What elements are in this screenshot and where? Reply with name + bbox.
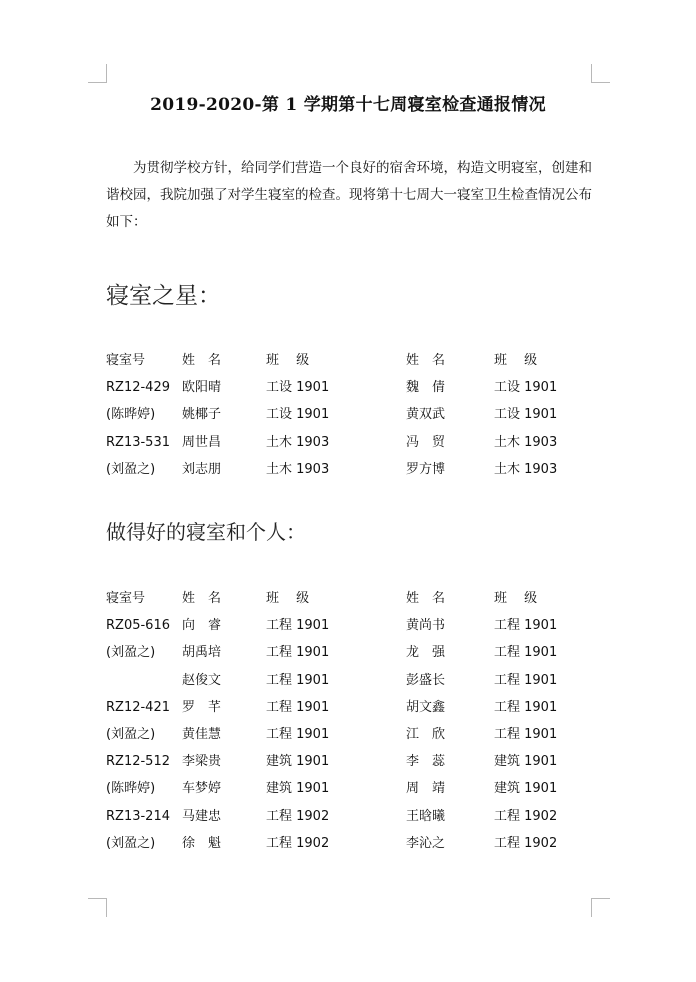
- class-cell: 工程 1901: [266, 672, 330, 688]
- class-cell: 土木 1903: [494, 461, 558, 477]
- name-cell: 向 睿: [182, 618, 222, 634]
- class-cell: 工设 1901: [494, 380, 558, 396]
- crop-mark-bottom-right: [591, 898, 610, 917]
- room-cell: (刘盈之): [106, 645, 156, 661]
- intro-paragraph: 为贯彻学校方针，给同学们营造一个良好的宿舍环境，构造文明寝室，创建和谐校园，我院加强了对学生寝室的检查。现将第十七周大一寝室卫生检查情况公布如下：: [106, 160, 592, 230]
- class-cell: 工程 1901: [266, 699, 330, 715]
- name-cell: 欧阳晴: [182, 380, 222, 396]
- name-cell: 李梁贵: [182, 754, 222, 770]
- name-cell: 龙 强: [406, 645, 446, 661]
- good-dorms-heading: 做得好的寝室和个人：: [106, 520, 306, 544]
- header-room: 寝室号: [106, 591, 146, 606]
- name-cell: 周世昌: [182, 434, 222, 450]
- class-cell: 工程 1901: [494, 618, 558, 634]
- name-cell: 徐 魁: [182, 835, 222, 851]
- header-class-2: 班 级: [494, 591, 538, 606]
- room-cell: RZ12-512: [106, 754, 170, 770]
- crop-mark-bottom-left: [88, 898, 107, 917]
- name-cell: 胡文鑫: [406, 699, 446, 715]
- header-name-2: 姓 名: [406, 591, 446, 606]
- class-cell: 工程 1902: [266, 835, 330, 851]
- class-cell: 建筑 1901: [494, 781, 558, 797]
- class-cell: 建筑 1901: [266, 754, 330, 770]
- room-cell: RZ05-616: [106, 618, 170, 634]
- name-cell: 胡禹培: [182, 645, 222, 661]
- crop-mark-top-right: [591, 64, 610, 83]
- document-title: 2019-2020-第 1 学期第十七周寝室检查通报情况: [150, 95, 546, 115]
- name-cell: 马建忠: [182, 808, 222, 824]
- room-cell: (陈晔婷): [106, 407, 156, 423]
- class-cell: 建筑 1901: [266, 781, 330, 797]
- name-cell: 彭盛长: [406, 672, 446, 688]
- name-cell: 姚椰子: [182, 407, 222, 423]
- name-cell: 魏 倩: [406, 380, 446, 396]
- name-cell: 黄尚书: [406, 618, 446, 634]
- dorm-stars-heading: 寝室之星：: [106, 283, 221, 309]
- room-cell: RZ12-429: [106, 380, 170, 396]
- header-name-2: 姓 名: [406, 353, 446, 368]
- crop-mark-top-left: [88, 64, 107, 83]
- class-cell: 工程 1901: [494, 672, 558, 688]
- name-cell: 刘志朋: [182, 461, 222, 477]
- header-name-1: 姓 名: [182, 353, 222, 368]
- room-cell: RZ13-531: [106, 434, 170, 450]
- name-cell: 黄双武: [406, 407, 446, 423]
- name-cell: 李 蕊: [406, 754, 446, 770]
- header-class-1: 班 级: [266, 591, 310, 606]
- room-cell: (刘盈之): [106, 835, 156, 851]
- class-cell: 工程 1901: [266, 645, 330, 661]
- header-class-2: 班 级: [494, 353, 538, 368]
- class-cell: 工程 1901: [266, 726, 330, 742]
- class-cell: 工程 1902: [494, 835, 558, 851]
- name-cell: 江 欣: [406, 726, 446, 742]
- name-cell: 周 靖: [406, 781, 446, 797]
- class-cell: 工设 1901: [266, 407, 330, 423]
- class-cell: 工程 1901: [494, 645, 558, 661]
- name-cell: 冯 贸: [406, 434, 446, 450]
- room-cell: RZ13-214: [106, 808, 170, 824]
- header-name-1: 姓 名: [182, 591, 222, 606]
- class-cell: 工程 1901: [494, 726, 558, 742]
- class-cell: 土木 1903: [266, 434, 330, 450]
- room-cell: (刘盈之): [106, 726, 156, 742]
- header-class-1: 班 级: [266, 353, 310, 368]
- class-cell: 工程 1902: [266, 808, 330, 824]
- class-cell: 建筑 1901: [494, 754, 558, 770]
- name-cell: 车梦婷: [182, 781, 222, 797]
- name-cell: 罗方博: [406, 461, 446, 477]
- name-cell: 李沁之: [406, 835, 446, 851]
- class-cell: 工设 1901: [266, 380, 330, 396]
- name-cell: 罗 芊: [182, 699, 222, 715]
- class-cell: 工程 1902: [494, 808, 558, 824]
- name-cell: 赵俊文: [182, 672, 222, 688]
- room-cell: (刘盈之): [106, 461, 156, 477]
- class-cell: 土木 1903: [266, 461, 330, 477]
- class-cell: 工程 1901: [266, 618, 330, 634]
- room-cell: (陈晔婷): [106, 781, 156, 797]
- name-cell: 王晗曦: [406, 808, 446, 824]
- header-room: 寝室号: [106, 353, 146, 368]
- room-cell: RZ12-421: [106, 699, 170, 715]
- class-cell: 工程 1901: [494, 699, 558, 715]
- class-cell: 土木 1903: [494, 434, 558, 450]
- name-cell: 黄佳慧: [182, 726, 222, 742]
- class-cell: 工设 1901: [494, 407, 558, 423]
